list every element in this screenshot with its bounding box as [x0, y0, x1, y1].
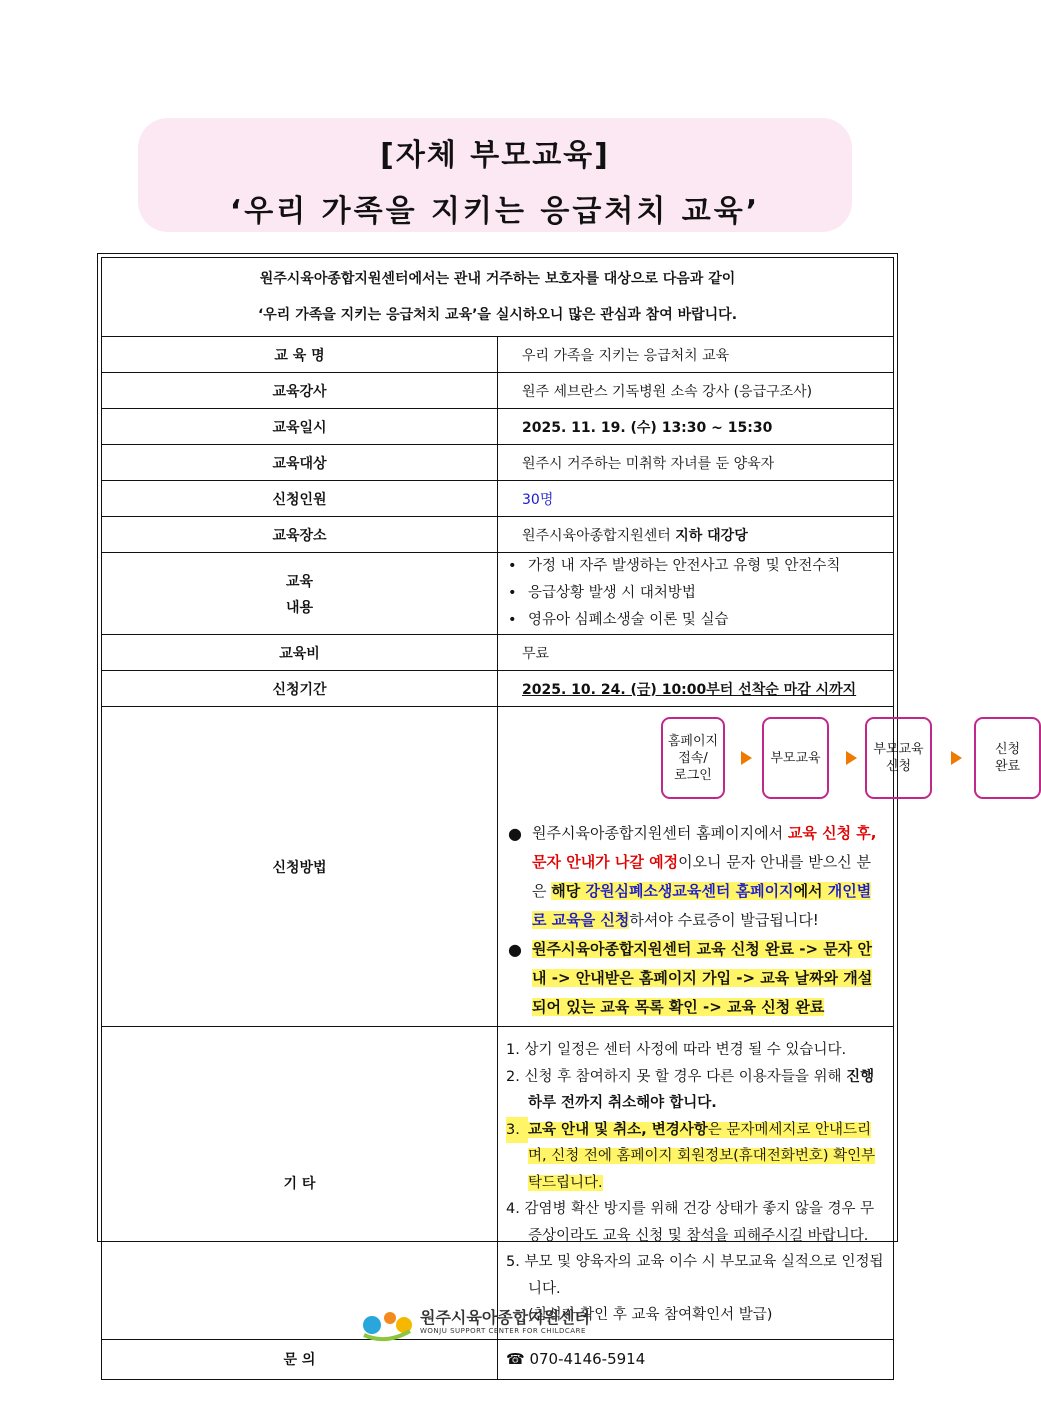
row-value-target: 원주시 거주하는 미취학 자녀를 둔 양육자 — [498, 445, 894, 481]
bullet-icon: ● — [508, 824, 522, 843]
row-label-place: 교육장소 — [102, 517, 498, 553]
flow-step: 부모교육 — [762, 717, 829, 799]
page-subtitle: ‘우리 가족을 지키는 응급처치 교육’ — [229, 194, 761, 229]
phone-icon: ☎ — [506, 1350, 525, 1368]
list-item: (참석자 확인 후 교육 참여확인서 발급) — [528, 1307, 773, 1323]
row-label-date: 교육일시 — [102, 409, 498, 445]
row-value-period: 2025. 10. 24. (금) 10:00부터 선착순 마감 시까지 — [498, 671, 894, 707]
row-value-date: 2025. 11. 19. (수) 13:30 ~ 15:30 — [498, 409, 894, 445]
row-label-method: 신청방법 — [102, 707, 498, 1027]
list-item: 1. 상기 일정은 센터 사정에 따라 변경 될 수 있습니다. — [506, 1042, 847, 1058]
etc-list — [498, 1027, 893, 1339]
row-label-name: 교 육 명 — [102, 337, 498, 373]
footer-org-name: 원주시육아종합지원센터 — [420, 1308, 591, 1327]
arrow-right-icon — [951, 751, 962, 765]
row-label-fee: 교육비 — [102, 635, 498, 671]
footer-org-subtitle: WONJU SUPPORT CENTER FOR CHILDCARE — [420, 1327, 586, 1335]
row-label-target: 교육대상 — [102, 445, 498, 481]
flow-step: 홈페이지 접속/ 로그인 — [661, 717, 725, 799]
row-value-content — [498, 553, 894, 635]
page-title: [자체 부모교육] — [380, 138, 610, 173]
row-value-place: 원주시육아종합지원센터 지하 대강당 — [498, 517, 894, 553]
row-label-period: 신청기간 — [102, 671, 498, 707]
content-list — [498, 553, 893, 634]
row-label-etc: 기 타 — [102, 1027, 498, 1340]
list-item: • 영유아 심폐소생술 이론 및 실습 — [508, 612, 729, 628]
method-paragraph: ● 원주시육아종합지원센터 교육 신청 완료 -> 문자 안내 -> 안내받은 홈페이지 가입 -> 교육 날짜와 개설되어 있는 교육 목록 확인 -> 교육 신청 완료 — [506, 935, 885, 1022]
arrow-right-icon — [846, 751, 857, 765]
row-value-etc — [498, 1027, 894, 1340]
bullet-icon: ● — [508, 940, 522, 959]
row-value-fee: 무료 — [498, 635, 894, 671]
row-value-contact — [498, 1339, 894, 1379]
info-table — [101, 257, 1021, 1380]
row-label-instructor: 교육강사 — [102, 373, 498, 409]
arrow-right-icon — [741, 751, 752, 765]
row-value-method — [498, 707, 1021, 1027]
row-label-capacity: 신청인원 — [102, 481, 498, 517]
list-item: • 가정 내 자주 발생하는 안전사고 유형 및 안전수칙 — [508, 558, 841, 574]
title-banner — [138, 118, 852, 232]
logo-icon — [360, 1305, 416, 1341]
list-item: 3. 교육 안내 및 취소, 변경사항은 문자메세지로 안내드리며, 신청 전에 홈페이지 회원정보(휴대전화번호) 확인부탁드립니다. — [506, 1117, 885, 1197]
flow-step: 부모교육 신청 — [865, 717, 932, 799]
list-item: 4. 감염병 확산 방지를 위해 건강 상태가 좋지 않을 경우 무증상이라도 교육 신청 및 참석을 피해주시길 바랍니다. — [506, 1201, 875, 1244]
intro-text: 원주시육아종합지원센터에서는 관내 거주하는 보호자를 대상으로 다음과 같이 ‘우리 가족을 지키는 응급처치 교육’을 실시하오니 많은 관심과 참여 바랍니다. — [102, 258, 894, 337]
list-item: • 응급상황 발생 시 대처방법 — [508, 585, 696, 601]
row-label-content: 교육 내용 — [102, 553, 498, 635]
row-value-capacity: 30명 — [498, 481, 894, 517]
application-flow — [498, 713, 1021, 813]
row-label-contact: 문 의 — [102, 1339, 498, 1379]
list-item: 2. 신청 후 참여하지 못 할 경우 다른 이용자들을 위해 진행 하루 전까지 취소해야 합니다. — [506, 1068, 875, 1111]
row-value-name: 우리 가족을 지키는 응급처치 교육 — [498, 337, 894, 373]
method-paragraph: ● 원주시육아종합지원센터 홈페이지에서 교육 신청 후, 문자 안내가 나갈 예정이오니 문자 안내를 받으신 분은 해당 강원심폐소생교육센터 홈페이지에서 개인별로 교육을 신청하셔야 수료증이 발급됩니다! — [506, 819, 885, 935]
row-value-instructor: 원주 세브란스 기독병원 소속 강사 (응급구조사) — [498, 373, 894, 409]
method-description — [498, 813, 893, 1026]
list-item: 5. 부모 및 양육자의 교육 이수 시 부모교육 실적으로 인정됩니다. — [506, 1254, 884, 1297]
footer-logo — [360, 1305, 610, 1341]
phone-number: 070-4146-5914 — [529, 1350, 646, 1368]
flow-step: 신청 완료 — [974, 717, 1041, 799]
